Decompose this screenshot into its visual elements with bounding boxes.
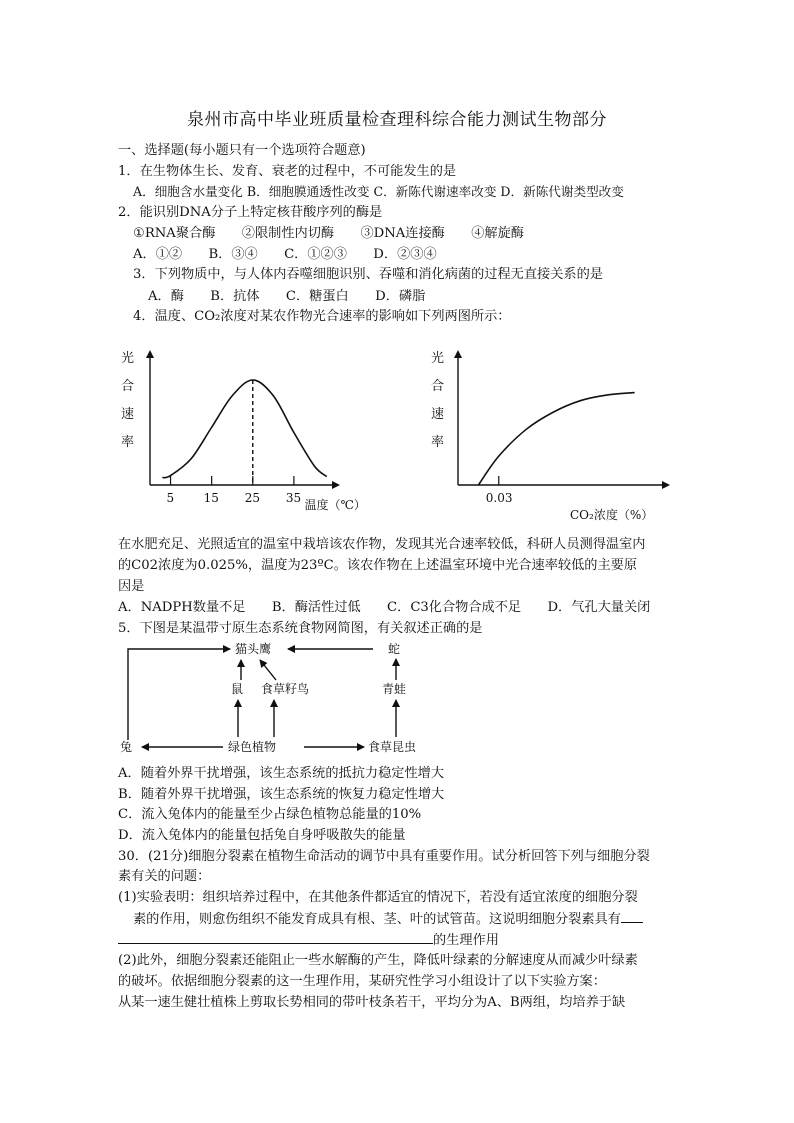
- chart2-series-line: [478, 393, 634, 485]
- co2-chart: [425, 340, 695, 530]
- q2-items: ①RNA聚合酶 ②限制性内切酶 ③DNA连接酶 ④解旋酶: [133, 226, 524, 241]
- q5-stem: 5．下图是某温带寸原生态系统食物网简图，有关叙述正确的是: [118, 621, 483, 636]
- chart1-ylabel-char: 率: [121, 435, 135, 450]
- q5-option-a: A．随着外界干扰增强，该生态系统的抵抗力稳定性增大: [118, 766, 445, 781]
- answer-blank-1a[interactable]: [621, 910, 643, 923]
- q5-option-b: B．随着外界干扰增强，该生态系统的恢复力稳定性增大: [118, 787, 445, 802]
- q30-line-5: [118, 931, 499, 950]
- node-snake: 蛇: [388, 642, 401, 656]
- chart2-xlabel: CO₂浓度（%）: [570, 508, 654, 522]
- q4-stem: 4．温度、CO₂浓度对某农作物光合速率的影响如下列两图所示：: [133, 309, 511, 324]
- co2-chart-plot: [431, 350, 670, 522]
- q3-options: A．酶 B．抗体 C．糖蛋白 D．磷脂: [148, 289, 426, 304]
- temperature-chart-plot: [121, 350, 366, 512]
- node-plant: 绿色植物: [228, 740, 277, 754]
- node-rabbit: 兔: [120, 740, 133, 754]
- chart2-ylabel-char: 率: [431, 435, 445, 450]
- q30-line-2: 素有关的问题：: [118, 869, 211, 884]
- chart1-ylabel-char: 光: [121, 351, 135, 366]
- page-title: 泉州市高中毕业班质量检查理科综合能力测试生物部分: [187, 110, 607, 130]
- chart1-x-arrow: [332, 481, 340, 489]
- q30-line-3: (1)实验表明：组织培养过程中，在其他条件都适宜的情况下，若没有适宜浓度的细胞分裂: [118, 890, 638, 905]
- q5-option-c: C．流入兔体内的能量至少占绿色植物总能量的10%: [118, 807, 422, 822]
- q2-stem: 2．能识别DNA分子上特定核苷酸序列的酶是: [118, 205, 383, 220]
- node-frog: 青蛙: [382, 682, 407, 696]
- q1-stem: 1．在生物体生长、发育、衰老的过程中，不可能发生的是: [118, 164, 457, 179]
- q30-line-4: [133, 910, 643, 929]
- q4-para-2: 的C02浓度为0.025%，温度为23ºC。该农作物在上述温室环境中光合速率较低的主要原: [118, 558, 638, 573]
- q30-line-6: (2)此外，细胞分裂素还能阻止一些水解酶的产生，降低叶绿素的分解速度从而减少叶绿素: [118, 953, 638, 968]
- q3-stem: 3．下列物质中，与人体内吞噬细胞识别、吞噬和消化病菌的过程无直接关系的是: [133, 267, 603, 282]
- rabbit-to-owl-arrow: [128, 649, 230, 740]
- q4-para-3: 因是: [118, 579, 145, 594]
- node-mouse: 鼠: [231, 682, 244, 696]
- chart1-tick-label: 35: [285, 491, 302, 505]
- q4-para-1: 在水肥充足、光照适宜的温室中栽培该农作物，发现其光合速率较低，科研人员测得温室内: [118, 537, 646, 552]
- chart1-ylabel-char: 合: [121, 379, 135, 394]
- chart1-tick-label: 5: [166, 491, 175, 505]
- chart2-y-arrow: [454, 350, 462, 358]
- q30-line-4-text: 素的作用，则愈伤组织不能发育成具有根、茎、叶的试管苗。这说明细胞分裂素具有: [133, 912, 621, 927]
- chart2-x-arrow: [662, 481, 670, 489]
- chart1-ylabel-char: 速: [121, 407, 135, 422]
- chart1-series-line: [162, 380, 326, 478]
- node-bird: 食草籽鸟: [261, 682, 310, 696]
- q30-line-5-text: 的生理作用: [433, 933, 499, 948]
- section-heading: 一、选择题(每小题只有一个选项符合题意): [118, 143, 366, 158]
- chart1-tick-label: 15: [203, 491, 219, 505]
- chart2-ylabel-char: 光: [431, 351, 445, 366]
- node-owl: 猫头鹰: [235, 642, 272, 656]
- chart2-ylabel-char: 速: [431, 407, 445, 422]
- chart1-y-arrow: [146, 350, 154, 358]
- q30-line-7: 的破坏。依据细胞分裂素的这一生理作用，某研究性学习小组设计了以下实验方案：: [118, 974, 606, 989]
- q30-line-8: 从某一速生健壮植株上剪取长势相同的带叶枝条若干，平均分为A、B两组，均培养于缺: [118, 995, 626, 1010]
- food-web-diagram: [118, 640, 418, 755]
- chart1-xlabel: 温度（℃）: [304, 498, 366, 512]
- q1-options: A．细胞含水量变化 B．细胞膜通透性改变 C．新陈代谢速率改变 D．新陈代谢类型改变: [133, 184, 624, 199]
- bird-to-owl-arrow: [260, 660, 276, 680]
- chart2-tick-label: 0.03: [485, 491, 513, 505]
- q2-options: A．①② B．③④ C．①②③ D．②③④: [133, 247, 437, 262]
- q30-line-1: 30．(21分)细胞分裂素在植物生命活动的调节中具有重要作用。试分析回答下列与细胞分裂: [118, 849, 650, 864]
- answer-blank-1b[interactable]: [118, 931, 433, 944]
- chart1-tick-label: 25: [244, 491, 261, 505]
- q4-options: A．NADPH数量不足 B．酶活性过低 C．C3化合物合成不足 D．气孔大量关闭: [118, 600, 651, 615]
- chart2-ylabel-char: 合: [431, 379, 445, 394]
- q5-option-d: D．流入兔体内的能量包括兔自身呼吸散失的能量: [118, 828, 406, 843]
- temperature-chart: [115, 340, 385, 530]
- node-insect: 食草昆虫: [368, 740, 417, 754]
